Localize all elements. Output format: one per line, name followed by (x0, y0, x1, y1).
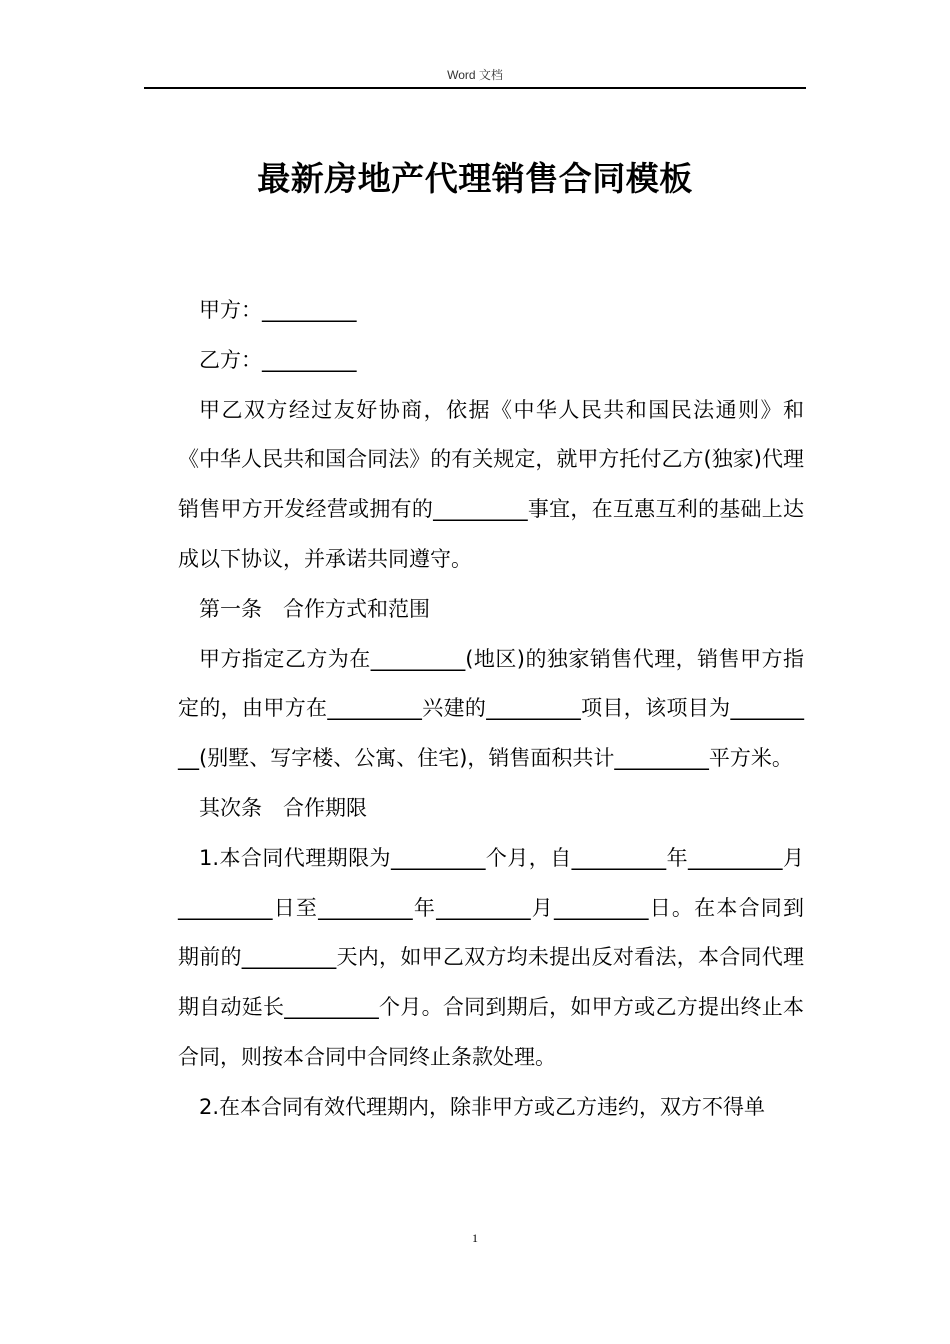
preamble-paragraph: 甲乙双方经过友好协商，依据《中华人民共和国民法通则》和《中华人民共和国合同法》的有关规定，就甲方托付乙方(独家)代理销售甲方开发经营或拥有的_________事宜，在互惠互利的基础上达成以下协议，并承诺共同遵守。 (178, 397, 804, 571)
article-1-paragraph: 甲方指定乙方为在_________(地区)的独家销售代理，销售甲方指定的，由甲方在_________兴建的_________项目，该项目为_________(别墅、写字楼、公寓、住宅)，销售面积共计_________平方米。 (178, 646, 804, 771)
article-2-heading: 其次条 合作期限 (199, 795, 367, 820)
article-1-heading: 第一条 合作方式和范围 (199, 596, 430, 621)
party-a-line: 甲方：_________ (199, 298, 357, 322)
document-title: 最新房地产代理销售合同模板 (257, 159, 693, 198)
party-b-line: 乙方：_________ (199, 347, 357, 372)
article-2-clause-2: 2.在本合同有效代理期内，除非甲方或乙方违约，双方不得单 (199, 1094, 766, 1119)
page-header: Word 文档 (447, 68, 503, 82)
document-body (178, 286, 804, 1133)
article-2-clause-1: 1.本合同代理期限为_________个月，自_________年_________月_________日至_________年_________月_________日。在本合同到期前的_________天内，如甲乙双方均未提出反对看法，本合同代理期自动延长_________个月。合同到期后，如甲方或乙方提出终止本合同，则按本合同中合同终止条款处理。 (178, 845, 804, 1069)
header-divider (144, 87, 806, 89)
page-number: 1 (472, 1231, 478, 1245)
